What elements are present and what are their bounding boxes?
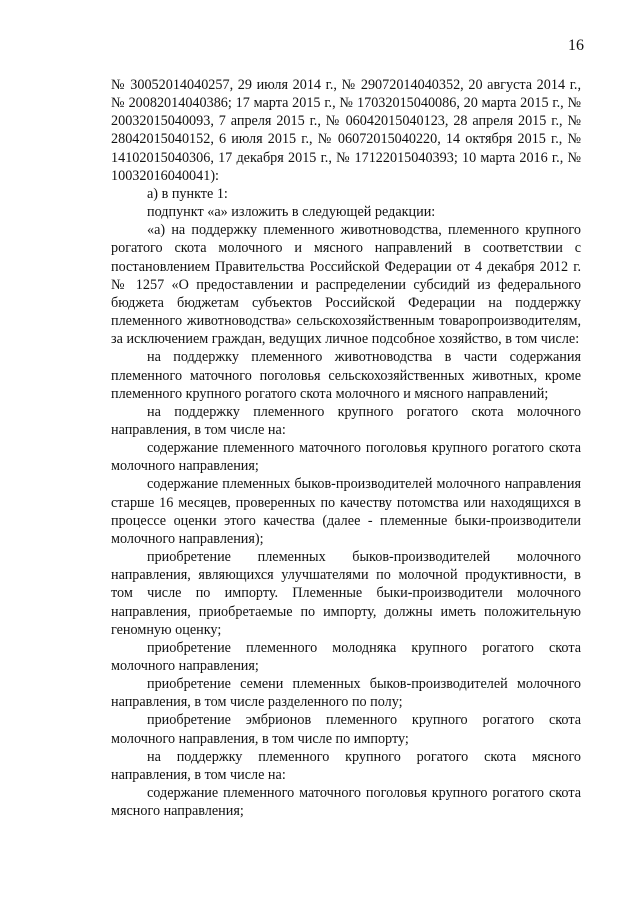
paragraph-breeding-livestock: на поддержку племенного животноводства в части содержания племенного маточного поголовья сельскохозяйственных животных, кроме племенного крупного рогатого скота молочного и мясного направлений; <box>111 349 581 402</box>
paragraph-dairy-embryos: приобретение эмбрионов племенного крупного рогатого скота молочного направления, в том числе по импорту; <box>111 712 581 747</box>
paragraph-subitem-a-wording: подпункт «а» изложить в следующей редакции: <box>147 204 436 221</box>
paragraph-dairy-bulls-maintenance: содержание племенных быков-производителей молочного направления старше 16 месяцев, проверенных по качеству потомства или находящихся в процессе оценки этого качества (далее - племенные быки-производители молочного направления); <box>111 476 581 547</box>
paragraph-dairy-bulls-purchase: приобретение племенных быков-производителей молочного направления, являющихся улучшателями по молочной продуктивности, в том числе по импорту. Племенные быки-производители молочного направления, приобретаемые по импорту, должны иметь положительную геномную оценку; <box>111 549 581 638</box>
paragraph-dairy-young-stock: приобретение племенного молодняка крупного рогатого скота молочного направления; <box>111 639 581 674</box>
paragraph-beef-cattle-support: на поддержку племенного крупного рогатого скота мясного направления, в том числе на: <box>111 748 581 783</box>
document-body <box>111 76 581 820</box>
paragraph-dairy-semen: приобретение семени племенных быков-производителей молочного направления, в том числе разделенного по полу; <box>111 676 581 711</box>
paragraph-item-a-point-1: а) в пункте 1: <box>147 185 228 202</box>
paragraph-dairy-breeding-stock: содержание племенного маточного поголовья крупного рогатого скота молочного направления; <box>111 440 581 475</box>
paragraph-registry-numbers: № 30052014040257, 29 июля 2014 г., № 29072014040352, 20 августа 2014 г., № 20082014040386; 17 марта 2015 г., № 17032015040086, 20 марта 2015 г., № 20032015040093, 7 апреля 2015 г., № 06042015040123, 28 апреля 2015 г., № 28042015040152, 6 июля 2015 г., № 06072015040220, 14 октября 2015 г., № 14102015040306, 17 декабря 2015 г., № 17122015040393; 10 марта 2016 г., № 10032016040041): <box>111 77 581 184</box>
paragraph-dairy-cattle-support: на поддержку племенного крупного рогатого скота молочного направления, в том числе на: <box>111 403 581 438</box>
paragraph-subitem-a-text: «а) на поддержку племенного животноводства, племенного крупного рогатого скота молочного и мясного направлений в соответствии с постановлением Правительства Российской Федерации от 4 декабря 2012 г. № 1257 «О предоставлении и распределении субсидий из федерального бюджета бюджетам субъектов Российской Федерации на поддержку племенного животноводства» сельскохозяйственным товаропроизводителям, за исключением граждан, ведущих личное подсобное хозяйство, в том числе: <box>111 222 581 348</box>
paragraph-beef-breeding-stock: содержание племенного маточного поголовья крупного рогатого скота мясного направления; <box>111 785 581 820</box>
page-number: 16 <box>568 37 584 54</box>
